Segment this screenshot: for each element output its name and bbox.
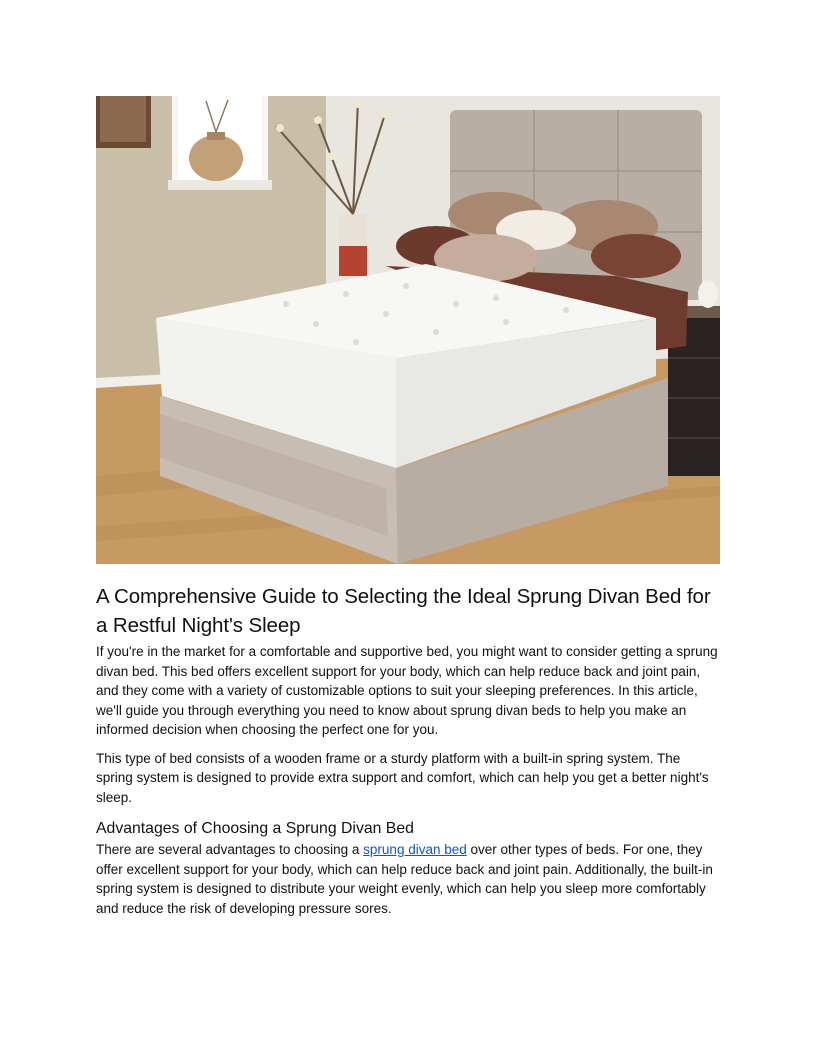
article-body [96, 582, 720, 918]
section-text-before-link: There are several advantages to choosing a [96, 842, 364, 857]
section-text-after-link: over other types of beds. For one, they offer excellent support for your body, which can help reduce back and joint pain. Additionally, the built-in spring system is designed to distribute your weight evenly, which can help you sleep more comfortably and reduce the risk of developing pressure sores. [96, 842, 713, 916]
section-paragraph [96, 840, 720, 918]
article-title: A Comprehensive Guide to Selecting the Ideal Sprung Divan Bed for a Restful Night's Sleep [96, 585, 711, 637]
section-heading: Advantages of Choosing a Sprung Divan Bed [96, 820, 414, 837]
bed-photo-icon [96, 96, 720, 564]
hero-image [96, 96, 720, 564]
intro-paragraph: If you're in the market for a comfortable and supportive bed, you might want to consider getting a sprung divan bed. This bed offers excellent support for your body, which can help reduce back and joint pain, and they come with a variety of customizable options to suit your sleeping preferences. In this article, we'll guide you through everything you need to know about sprung divan beds to help you make an informed decision when choosing the perfect one for you. [96, 644, 718, 737]
sprung-divan-bed-link[interactable]: sprung divan bed [363, 842, 467, 857]
paragraph-2: This type of bed consists of a wooden frame or a sturdy platform with a built-in spring system. The spring system is designed to provide extra support and comfort, which can help you get a better night's sleep. [96, 750, 709, 805]
